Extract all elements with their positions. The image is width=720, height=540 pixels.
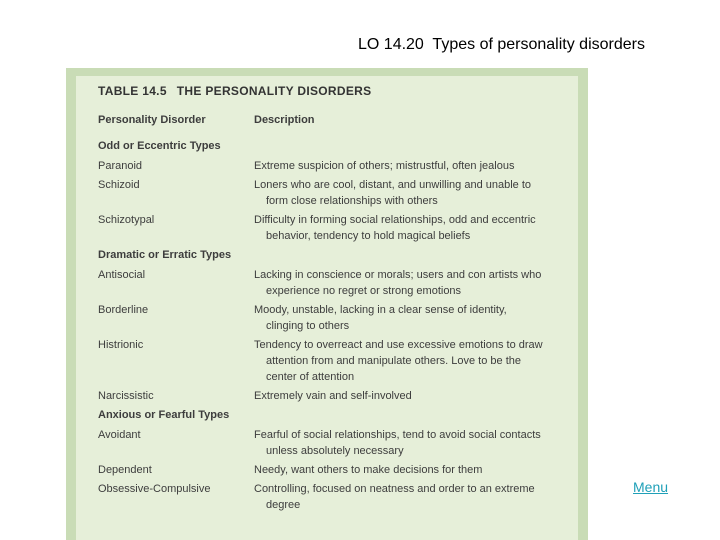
table-row <box>98 267 578 299</box>
group-heading-label: Dramatic or Erratic Types <box>98 249 232 261</box>
table-row <box>98 337 578 385</box>
description-line: attention from and manipulate others. Love to be the <box>266 355 521 367</box>
description-line: Loners who are cool, distant, and unwilling and unable to <box>254 179 532 191</box>
description-line: Difficulty in forming social relationships, odd and eccentric <box>254 214 536 226</box>
table-row <box>98 462 578 478</box>
disorder-name: Dependent <box>98 464 152 476</box>
description-line: Needy, want others to make decisions for them <box>254 464 483 476</box>
column-header-disorder: Personality Disorder <box>98 114 206 126</box>
disorder-description <box>254 462 554 478</box>
disorder-description <box>254 212 554 244</box>
table-caption <box>98 84 578 112</box>
group-heading-label: Anxious or Fearful Types <box>98 409 230 421</box>
description-line: behavior, tendency to hold magical beliefs <box>266 230 471 242</box>
disorder-name: Antisocial <box>98 269 146 281</box>
table-title: THE PERSONALITY DISORDERS <box>176 84 372 98</box>
description-line: Extremely vain and self-involved <box>254 390 412 402</box>
group-heading-label: Odd or Eccentric Types <box>98 140 221 152</box>
description-line: unless absolutely necessary <box>266 445 404 457</box>
disorder-name: Obsessive-Compulsive <box>98 483 211 495</box>
table-number: TABLE 14.5 <box>98 84 167 98</box>
description-line: Controlling, focused on neatness and order to an extreme <box>254 483 535 495</box>
description-line: clinging to others <box>266 320 350 332</box>
description-line: center of attention <box>266 371 355 383</box>
disorder-name: Schizotypal <box>98 214 155 226</box>
group-heading <box>98 138 578 154</box>
disorder-description <box>254 481 554 513</box>
table-header-row <box>98 112 578 128</box>
disorder-name: Narcissistic <box>98 390 154 402</box>
table-row <box>98 212 578 244</box>
table-row <box>98 388 578 404</box>
disorder-description <box>254 388 554 404</box>
table-row <box>98 427 578 459</box>
description-line: Fearful of social relationships, tend to avoid social contacts <box>254 429 541 441</box>
description-line: Extreme suspicion of others; mistrustful, often jealous <box>254 160 515 172</box>
disorder-description <box>254 337 554 385</box>
disorder-name: Borderline <box>98 304 149 316</box>
description-line: Tendency to overreact and use excessive emotions to draw <box>254 339 543 351</box>
table-row <box>98 158 578 174</box>
group-heading <box>98 247 578 263</box>
table-body <box>76 76 578 540</box>
description-line: form close relationships with others <box>266 195 438 207</box>
group-heading <box>98 407 578 423</box>
description-line: experience no regret or strong emotions <box>266 285 462 297</box>
disorder-description <box>254 302 554 334</box>
menu-link[interactable]: Menu <box>633 479 669 495</box>
description-line: degree <box>266 499 301 511</box>
description-line: Moody, unstable, lacking in a clear sense of identity, <box>254 304 507 316</box>
slide-title: LO 14.20 Types of personality disorders <box>358 36 645 53</box>
table-groups <box>98 138 578 513</box>
disorder-description <box>254 267 554 299</box>
disorder-description <box>254 158 554 174</box>
description-line: Lacking in conscience or morals; users and con artists who <box>254 269 542 281</box>
personality-disorders-table <box>66 68 588 540</box>
table-row <box>98 177 578 209</box>
column-header-description: Description <box>254 114 315 126</box>
disorder-name: Paranoid <box>98 160 143 172</box>
disorder-name: Schizoid <box>98 179 140 191</box>
table-row <box>98 481 578 513</box>
disorder-description <box>254 177 554 209</box>
disorder-description <box>254 427 554 459</box>
table-row <box>98 302 578 334</box>
disorder-name: Avoidant <box>98 429 141 441</box>
disorder-name: Histrionic <box>98 339 144 351</box>
